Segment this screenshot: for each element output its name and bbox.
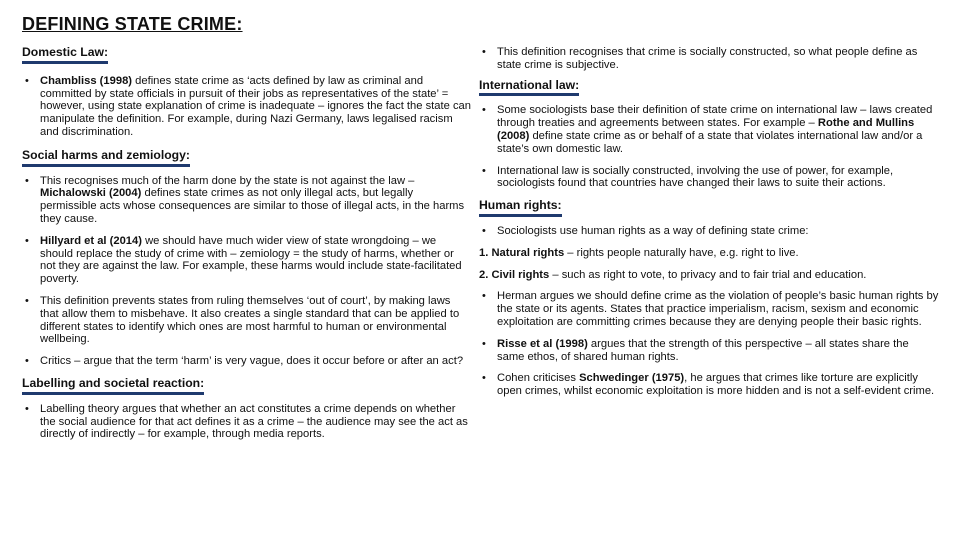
bullet-icon: •: [482, 46, 486, 58]
social-harms-item: • This recognises much of the harm done by the state is not against the law – Michalowski (2004) defines state crimes as not only illegal acts, but legally permissible acts whose consequences are similar to those of illegal acts, in the harms they cause.: [25, 174, 465, 225]
human-rights-item: • Sociologists use human rights as a way of defining state crime:: [482, 224, 809, 237]
natural-rights-item: 1. Natural rights – rights people naturally have, e.g. right to live.: [479, 246, 799, 259]
domestic-law-item: • Chambliss (1998) defines state crime as ‘acts defined by law as criminal and committed by state officials in pursuit of their jobs as representatives of the state’ = however, using state explanation of crime is inadequate – ignores the fact the state can manipulate the definition. For example, during Nazi Germany, laws legalised racism and discrimination.: [25, 74, 471, 138]
bullet-icon: •: [482, 337, 486, 350]
bullet-icon: •: [482, 372, 486, 385]
labelling-item: • Labelling theory argues that whether an act constitutes a crime depends on whether the social audience for that act defines it as a crime – the audience may see the act as directly of indirectly – for example, through media reports.: [25, 402, 468, 441]
labelling-heading: Labelling and societal reaction:: [22, 377, 204, 395]
left-column: [22, 46, 472, 450]
human-rights-item: • Risse et al (1998) argues that the strength of this perspective – all states share the same ethos, of shared human rights.: [482, 337, 909, 363]
social-harms-item: • Critics – argue that the term ‘harm’ is very vague, does it occur before or after an act?: [25, 355, 464, 368]
human-rights-heading: Human rights:: [479, 199, 562, 217]
human-rights-item: • Herman argues we should define crime as the violation of people’s basic human rights by the state or its agents. States that practice imperialism, racism, sexism and economic exploitation are committing crimes because they are denying people their basic rights.: [482, 290, 939, 328]
human-rights-item: • Cohen criticises Schwedinger (1975), he argues that crimes like torture are explicitly open crimes, whilst economic exploitation is more hidden and is not a self-evident crime.: [482, 372, 935, 398]
bullet-icon: •: [482, 290, 486, 303]
bullet-icon: •: [25, 234, 29, 247]
bullet-icon: •: [25, 355, 29, 368]
bullet-icon: •: [25, 402, 29, 415]
international-law-item: • Some sociologists base their definition of state crime on international law – laws created through treaties and agreements between states. For example – Rothe and Mullins (2008) define state crime as or behalf of a state that violates international law and/or a state’s own domestic law.: [482, 104, 933, 155]
bullet-icon: •: [482, 164, 486, 177]
civil-rights-item: 2. Civil rights – such as right to vote, to privacy and to fair trial and education.: [479, 268, 867, 281]
international-law-heading: International law:: [479, 79, 579, 97]
social-harms-heading: Social harms and zemiology:: [22, 149, 190, 167]
bullet-icon: •: [482, 224, 486, 237]
intro-item: • This definition recognises that crime is socially constructed, so what people define as state crime is subjective.: [482, 46, 918, 71]
bullet-icon: •: [25, 74, 29, 87]
bullet-icon: •: [25, 294, 29, 307]
slide-title: DEFINING STATE CRIME:: [22, 14, 243, 34]
social-harms-item: • Hillyard et al (2014) we should have much wider view of state wrongdoing – we should replace the study of crime with – zemiology = the study of harms, whether or not they are against the law. For example, these harms would include state-facilitated poverty.: [25, 234, 462, 286]
international-law-item: • International law is socially constructed, involving the use of power, for example, sociologists found that countries have changed their laws to suite their actions.: [482, 164, 894, 190]
right-column: [479, 46, 939, 407]
social-harms-item: • This definition prevents states from ruling themselves ‘out of court’, by making laws that allow them to misbehave. It also creates a single standard that can be applied to different states to identify which ones are most harmful to human or environmental wellbeing.: [25, 294, 460, 346]
bullet-icon: •: [482, 104, 486, 117]
bullet-icon: •: [25, 174, 29, 187]
domestic-law-heading: Domestic Law:: [22, 46, 108, 64]
